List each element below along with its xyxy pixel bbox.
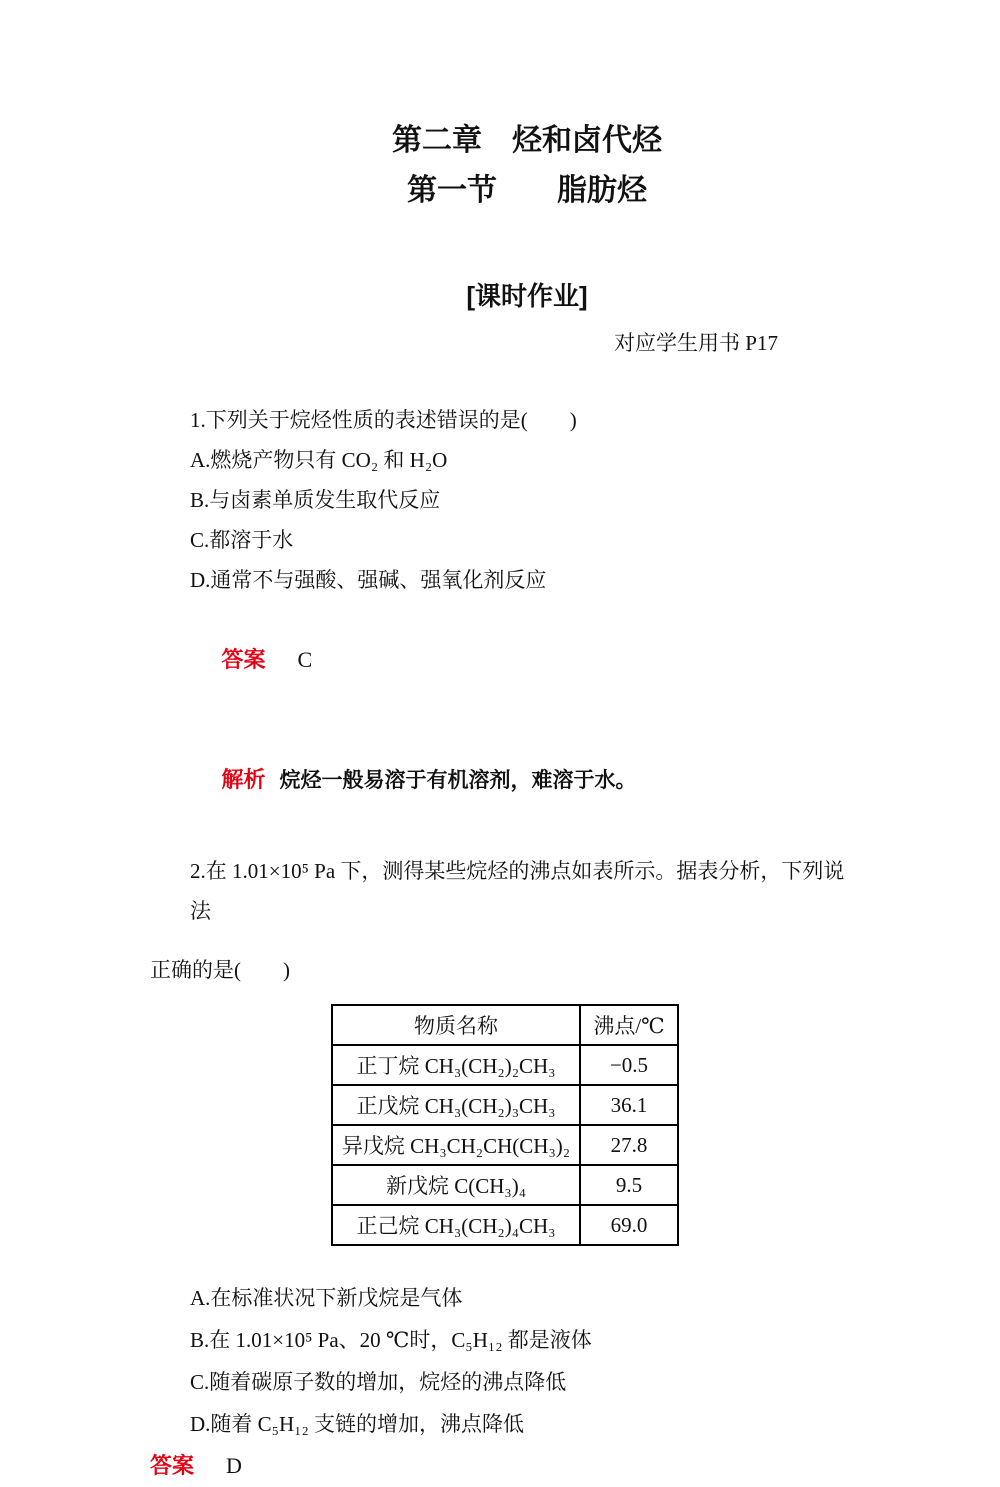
boiling-point-table — [331, 1004, 679, 1246]
question-1-option-a: A.燃烧产物只有 CO₂ 和 H₂O — [190, 448, 448, 472]
question-2-options — [150, 1277, 860, 1445]
question-1-option-d: D.通常不与强酸、强碱、强氧化剂反应 — [190, 568, 547, 592]
question-2-option-b: B.在 1.01×10⁵ Pa、20 ℃时，C₅H₁₂ 都是液体 — [190, 1328, 592, 1352]
question-2-answer-line — [150, 1445, 860, 1487]
homework-heading: [课时作业] — [466, 281, 588, 311]
boiling-point-cell: 36.1 — [580, 1085, 678, 1125]
analysis-label: 解析 — [221, 767, 266, 792]
boiling-point-cell: 27.8 — [580, 1125, 678, 1165]
substance-cell: 正戊烷 CH₃(CH₂)₃CH₃ — [332, 1085, 580, 1125]
analysis-text: 烷烃一般易溶于有机溶剂，难溶于水。 — [279, 769, 637, 792]
question-2-option-a: A.在标准状况下新戊烷是气体 — [190, 1286, 463, 1310]
question-2-option-d: D.随着 C₅H₁₂ 支链的增加，沸点降低 — [190, 1412, 525, 1436]
book-reference: 对应学生用书 P17 — [614, 331, 778, 355]
table-body — [332, 1045, 678, 1245]
table-head — [332, 1005, 678, 1045]
table-row — [332, 1205, 678, 1245]
question-2 — [150, 851, 860, 1487]
question-1-option-c: C.都溶于水 — [190, 528, 294, 552]
section-title: 第一节 脂肪烃 — [407, 174, 647, 207]
question-1-stem: 1.下列关于烷烃性质的表述错误的是( ) — [190, 408, 577, 432]
answer-value: C — [297, 647, 313, 672]
question-1 — [150, 400, 860, 841]
answer-label: 答案 — [221, 647, 266, 672]
substance-cell: 正己烷 CH₃(CH₂)₄CH₃ — [332, 1205, 580, 1245]
question-1-option-b: B.与卤素单质发生取代反应 — [190, 488, 441, 512]
question-1-answer-line — [150, 600, 860, 720]
table-header-substance: 物质名称 — [332, 1005, 580, 1045]
question-2-stem-line2: 正确的是( ) — [150, 958, 290, 982]
answer-value: D — [226, 1453, 242, 1478]
boiling-point-cell: 69.0 — [580, 1205, 678, 1245]
answer-label: 答案 — [150, 1453, 195, 1478]
table-row — [332, 1125, 678, 1165]
substance-cell: 新戊烷 C(CH₃)₄ — [332, 1165, 580, 1205]
table-row — [332, 1165, 678, 1205]
substance-cell: 异戊烷 CH₃CH₂CH(CH₃)₂ — [332, 1125, 580, 1165]
chapter-title: 第二章 烃和卤代烃 — [392, 124, 662, 157]
question-1-analysis-line — [150, 720, 860, 841]
question-2-stem-line1: 2.在 1.01×10⁵ Pa 下，测得某些烷烃的沸点如表所示。据表分析，下列说法 — [190, 859, 845, 923]
table-header-row — [332, 1005, 678, 1045]
boiling-point-cell: −0.5 — [580, 1045, 678, 1085]
boiling-point-cell: 9.5 — [580, 1165, 678, 1205]
substance-cell: 正丁烷 CH₃(CH₂)₂CH₃ — [332, 1045, 580, 1085]
table-row — [332, 1085, 678, 1125]
table-row — [332, 1045, 678, 1085]
table-header-boiling-point: 沸点/℃ — [580, 1005, 678, 1045]
question-2-option-c: C.随着碳原子数的增加，烷烃的沸点降低 — [190, 1370, 567, 1394]
